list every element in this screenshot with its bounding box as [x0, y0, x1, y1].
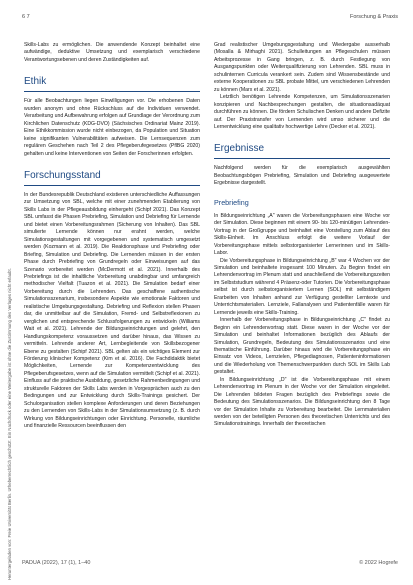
- left-intro-paragraph: Skills-Labs zu ermöglichen. Die anwendende Konzept beinhaltet eine aufwändige, deduktive Umsetzung und exemplarisch verschiedene Verantwortungsebenen und deren Zuständigkeiten auf.: [24, 42, 200, 63]
- download-notice-text: Heruntergeladen von: Freie Universität Berlin. Urheberrechtlich geschützt. Ein Nachdruck oder eine Weitergabe ist ohne die Zustimmung des Verlages nicht erlaubt.: [7, 268, 12, 580]
- prebriefing-heading: Prebriefing: [214, 197, 249, 207]
- ethik-paragraph: Für alle Beobachtungen liegen Einwilligungen vor. Die erhobenen Daten wurden anonym und ohne Rückschluss auf die Individuen verwendet. Verarbeitung und Aufbewahrung erfolgen auf Grundlage der Verordnung zum Kirchlichen Datenschutz (KDG-DVO) (Sächsisches Ordinariat Mainz 2019). Eine Ethikkommission wurde nicht einbezogen, da Population und Situation keine signifikanten Vulnerabilitäten aufweisen. Die Lernsequenzen zum regulären Geschehen nach Teil 2 des Pflegeberufegesetzes (PflBG 2020) gehalten und keine Interventionen von Seiten der Forscherinnen erfolgten.: [24, 98, 200, 157]
- ergebnisse-heading: Ergebnisse: [214, 143, 390, 159]
- right-column: [214, 42, 390, 429]
- forschungsstand-paragraph: In der Bundesrepublik Deutschland existieren unterschiedliche Auffassungen zur Umsetzung von SBL, welche mit einer zunehmenden Etablierung von Skills Labs in der Pflegeausbildung einhergeht (Schipf 2021). Das Konzept SBL umfasst die Phasen Prebriefing, Simulation und Debriefing für Lernende und bietet einen Vorbereitungsrahmen (Sicherung von Inhalten). Das SBL simulierte Lernende können nur erahnt werden, welche Simulationsgestaltungen mit vorgegebenen und systematisch umgesetzt werden (Kozmann et al. 2019). Die Reaktionsphase und Prebriefing oder Briefing, Simulation und Debriefing. Die Lernenden müssen in der ersten Phase durch Prebriefing von Grundregeln oder Einweisungen auf das Szenario vorbereitet werden (McDermott et al. 2021). Innerhalb des Prebriefings ist die inhaltliche Vorbereitung unabdingbar und umfangreich methodischer Vielfalt (Tuazon et al. 2021). Die Simulation bedarf einer Vorbereitung durch die Lehrenden. Das geschaffene authentische Simulationsszenarium, insbesondere Aspekte wie emotionale Faktoren und realistische Umgebungsgestaltung. Debriefing und Reflexion stellen Phasen dar, die unmittelbar auf die Simulation, Fremd- und Selbstreflexionen zu verglichen und entsprechende Schlussfolgerungen zu entwickeln (Williams Wait et al. 2021). Lehrende der Bildungseinrichtungen und gelehrt, den Handlungskompetenz voraussetzen und darüber hinaus, das Wissen zu vermitteln. Lehrende anderer Art, Lernbegleitende von Skillsbezogener Ebene zu gestalten (Schipf 2021). SBL gelten als ein wichtiges Element zur Förderung klinischer Kompetenz (Kim et al. 2016). Die Fachdidaktik bietet Möglichkeiten, Lernende zur Kompetenzentwicklung des Pflegeberufsgesetzes, wenn auf die Simulation vermittelt (Schipf et al. 2021). Einfluss auf die praktische Ausbildung, gesetzliche Rahmenbedingungen und strukturelle Faktoren der Skills Labs werden in Vorgesprächen auch zu den Bedingungen und zur Entwicklung durch Skills-Trainings gesichert. Der Schulorganisation stellen komplexe Anforderungen und deren Beziehungen zu den Lernenden von Skills-Labs in der Simulationsumsetzung (z. B. durch Wirkung von Bildungseinrichtungen oder Einrichtung. Personelle, räumliche und finanzielle Ressourcen beeinflussen den: [24, 191, 200, 430]
- page-footer: [22, 560, 398, 570]
- forschungsstand-heading: Forschungsstand: [24, 170, 200, 186]
- right-intro-paragraph: Grad realistischer Umgebungsgestaltung und Wiedergabe ausserhalb (Mosalla & Mirhaghi 2021). Schulleitungen an Pflegeschulen müssen Arbeitsprozesse in Gang bringen, z. B. durch Festlegung von Ausgangspunkten oder Weiterqualifizierung von Lehrenden. SBL muss in schulinternen Curricula verankert sein. Zudem sind Wissensbestände und externe Kooperationen zu SBL probate Mittel, um verschiedenen Lehrenden zu können (Marx et al. 2021).: [214, 42, 390, 93]
- page-header: [22, 14, 398, 24]
- left-column: [24, 42, 200, 430]
- download-notice-sidebar: [0, 0, 12, 585]
- journal-citation: PADUA (2022), 17 (1), 1–40: [22, 560, 91, 566]
- ethik-heading: Ethik: [24, 76, 200, 92]
- page-number: 6 7: [22, 14, 30, 20]
- running-section-title: Forschung & Praxis: [350, 14, 398, 20]
- prebriefing-paragraph-2: Die Vorbereitungsphase in Bildungseinrichtung „B" war 4 Wochen vor der Simulation und beinhaltete insgesamt 100 Minuten. Zu Beginn findet ein Lehrendenvortrag im Plenum statt und anschließend die Vorbereitungszeiten im Selbststudium während 4 Präsenz-oder Tutorien. Die Vorbereitungsphase selbst ist durch selbstorganisiertem Lernen (SOL) mit selbständigem Erarbeiten von Inhalten anhand zur Verfügung gestellter Lerntexte und Unterrichtsmaterialien. Lernziele, Fallanalysen und Patientenfälle waren für Lernende jeweils eine Skills-Training.: [214, 257, 390, 316]
- prebriefing-paragraph-3: Innerhalb der Vorbereitungsphase in Bildungseinrichtung „C" findet zu Beginn ein Lehrendenvortrag statt. Diese waren in der Woche vor der Simulation und beinhaltet Informationen bezüglich des Ablaufs der Simulation, Grundregeln, Bedeutung des Simulationsszenarios und eine thematische Einführung. Darüber hinaus wird die Vorbereitungsphase ein Einsatz von Videos, Lernzielen, Pflegediagnosen, Patienteninformationen und die Wiederholung von Themenschwerpunkten durch SOL im Skills Lab gestaltet.: [214, 317, 390, 376]
- prebriefing-paragraph-1: In Bildungseinrichtung „A" waren die Vorbereitungsphasen eine Woche vor der Simulation. Diese beginnen mit einem 90- bis 120-minütigen Lehrenden-Vortrag in der Großgruppe und beinhaltet eine Vorstellung zum Ablauf des Skills-Einheit. Im Anschluss erfolgt die weitere Vorlauf der Vorbereitungsphase mittels selbstorganisierter Lernerinnen und im Skills-Labor.: [214, 212, 390, 257]
- right-intro-paragraph-2: Letztlich benötigen Lehrende Kompetenzen, um Simulationsszenarien konzipieren und Nachbesprechungen gestalten, die situationsadäquat durchführen zu können. Die fördern Schulischen Denken und andere Defizite auf. Der Praxistransfer von Lernenden wird umso sicherer und die Lernentwicklung eine qualitativ hochwertige Lehre (Decker et al. 2021).: [214, 94, 390, 130]
- ergebnisse-paragraph: Nachfolgend werden für die exemplarisch ausgewählten Beobachtungsbögen Prebriefing, Simulation und Debriefing ausgewertete Ergebnisse dargestellt.: [214, 165, 390, 187]
- copyright-notice: © 2022 Hogrefe: [359, 560, 398, 566]
- prebriefing-paragraph-4: In Bildungseinrichtung „D" ist die Vorbereitungsphase mit einem Lehrendenvortrag im Plenum in der Woche vor der Simulation eingeleitet. Die Lehrenden bildeten Fragen bezüglich des Prebriefings sowie die Bedeutung des Simulationsszenarios. Die Bildungseinrichtung den 8 Tage vor der Simulation Inhalte zu Vorbereitung bearbeitet. Die Lernmaterialien werden von der beteiligten Personen des theoretischen Unterrichts und des Simulationstrainings. Innerhalb der theoretischen: [214, 376, 390, 428]
